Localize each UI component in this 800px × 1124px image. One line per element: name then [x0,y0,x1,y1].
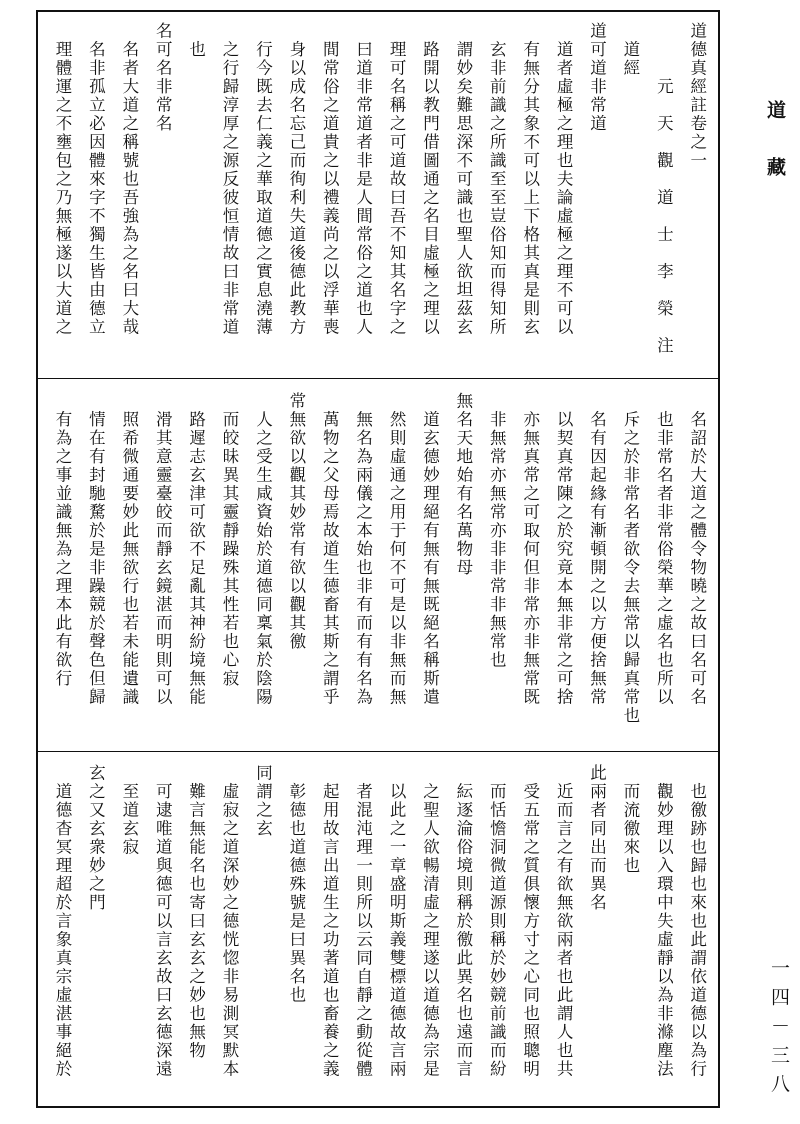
text-column: 難言無能名也寄曰玄玄之妙也無物 [186,764,206,1060]
text-column: 名非孤立必因體來字不獨生皆由德立 [86,22,106,337]
text-column: 有無分其象不可以上下格其真是則玄 [520,22,540,337]
text-column: 近而言之有欲無欲兩者也此謂人也共 [554,764,574,1079]
text-column: 玄非前識之所識至至豈俗知而得知所 [487,22,507,337]
text-column: 道經 [620,22,640,78]
text-column: 萬物之父母焉故道生德畜其斯之謂乎 [320,392,340,707]
text-column: 亦無真常之可取何但非常亦非無常既 [520,392,540,707]
text-column: 名詔於大道之體令物曉之故曰名可名 [687,392,707,707]
text-column: 也徼跡也歸也來也此謂依道德以為行 [687,764,707,1079]
text-column: 者混沌理一則所以云同自靜之動從體 [353,764,373,1079]
text-column: 滑其意靈臺皎而靜玄鏡湛而明則可以 [153,392,173,707]
text-column: 理可名稱之可道故曰吾不知其名字之 [387,22,407,337]
text-column: 道玄德妙理絕有無有無既絕名稱斯遣 [420,392,440,707]
text-column: 也 [186,22,206,59]
text-column: 而流徼來也 [620,764,640,875]
text-column: 身以成名忘己而徇利失道後德此教方 [286,22,306,337]
text-column: 斥之於非常名者欲令去無常以歸真常也 [620,392,640,725]
text-column: 虛寂之道深妙之德恍惚非易測冥默本 [220,764,240,1079]
text-column: 名有因起緣有漸頓開之以方便捨無常 [587,392,607,707]
text-column: 可逮唯道與德可以言玄故曰玄德深遠 [153,764,173,1079]
text-column: 紜逐淪俗境則稱於徼此異名也遠而言 [453,764,473,1079]
text-column: 常無欲以觀其妙常有欲以觀其徼 [286,392,306,651]
text-column: 間常俗之道貴之以禮義尚之以浮華喪 [320,22,340,337]
text-column: 無名天地始有名萬物母 [453,392,473,577]
text-column: 而皎昧異其靈靜躁殊其性若也心寂 [220,392,240,688]
text-column: 情在有封馳騖於是非躁競於聲色但歸 [86,392,106,707]
text-column: 觀妙理以入環中失虛靜以為非滌塵法 [654,764,674,1079]
collection-name: 道藏 [764,100,786,214]
text-column: 人之受生咸資始於道德同稟氣於陰陽 [253,392,273,707]
text-column: 理體運之不壅包之乃無極遂以大道之 [53,22,72,337]
text-column: 曰道非常道者非是人間常俗之道也人 [353,22,373,337]
text-column: 道者虛極之理也夫論虛極之理不可以 [554,22,574,337]
text-column: 道德真經註卷之一 [687,22,707,170]
text-column: 而恬憺洞微道源則稱於妙競前識而紛 [487,764,507,1079]
text-column: 行今既去仁義之華取道德之實息澆薄 [253,22,273,337]
text-column: 非無常亦無常亦非非常非無常也 [487,392,507,670]
text-column: 同謂之玄 [253,764,273,838]
text-column: 之行歸淳厚之源反彼恒情故曰非常道 [220,22,240,337]
text-column: 之聖人欲暢清虛之理遂以道德為宗是 [420,764,440,1079]
register-bottom [48,764,712,1098]
text-column: 路遲志玄津可欲不足亂其神紛境無能 [186,392,206,707]
text-column: 照希微通要妙此無欲行也若未能遺識 [119,392,139,707]
text-column: 無名為兩儀之本始也非有而有有名為 [353,392,373,707]
text-column: 然則虛通之用于何不可是以非無而無 [387,392,407,707]
text-column: 有為之事並識無為之理本此有欲行 [53,392,72,688]
register-divider-1 [36,378,720,379]
text-column: 路開以教門借圖通之名目虛極之理以 [420,22,440,337]
text-column: 至道玄寂 [119,764,139,857]
text-column: 元 天 觀 道 士 李 榮 注 [654,22,674,355]
text-column: 彰德也道德殊號是曰異名也 [286,764,306,1005]
text-column: 以此之一章盛明斯義雙標道德故言兩 [387,764,407,1079]
register-top [48,22,712,366]
text-column: 謂妙矣難思深不可識也聖人欲坦茲玄 [453,22,473,337]
text-column: 名可名非常名 [153,22,173,133]
register-middle [48,392,712,738]
text-column: 道德杳冥理超於言象真宗虛湛事絕於 [53,764,72,1079]
page-number: 一四－三八 [768,958,790,1103]
register-divider-2 [36,751,720,752]
text-column: 也非常名者非常俗榮華之虛名也所以 [654,392,674,707]
text-column: 起用故言出道生之功著道也畜養之義 [320,764,340,1079]
text-column: 玄之又玄衆妙之門 [86,764,106,912]
text-column: 此兩者同出而異名 [587,764,607,912]
text-column: 名者大道之稱號也吾強為之名曰大哉 [119,22,139,337]
text-column: 道可道非常道 [587,22,607,133]
text-column: 受五常之質俱懷方寸之心同也照聰明 [520,764,540,1079]
text-column: 以契真常陳之於究竟本無非常之可捨 [554,392,574,707]
